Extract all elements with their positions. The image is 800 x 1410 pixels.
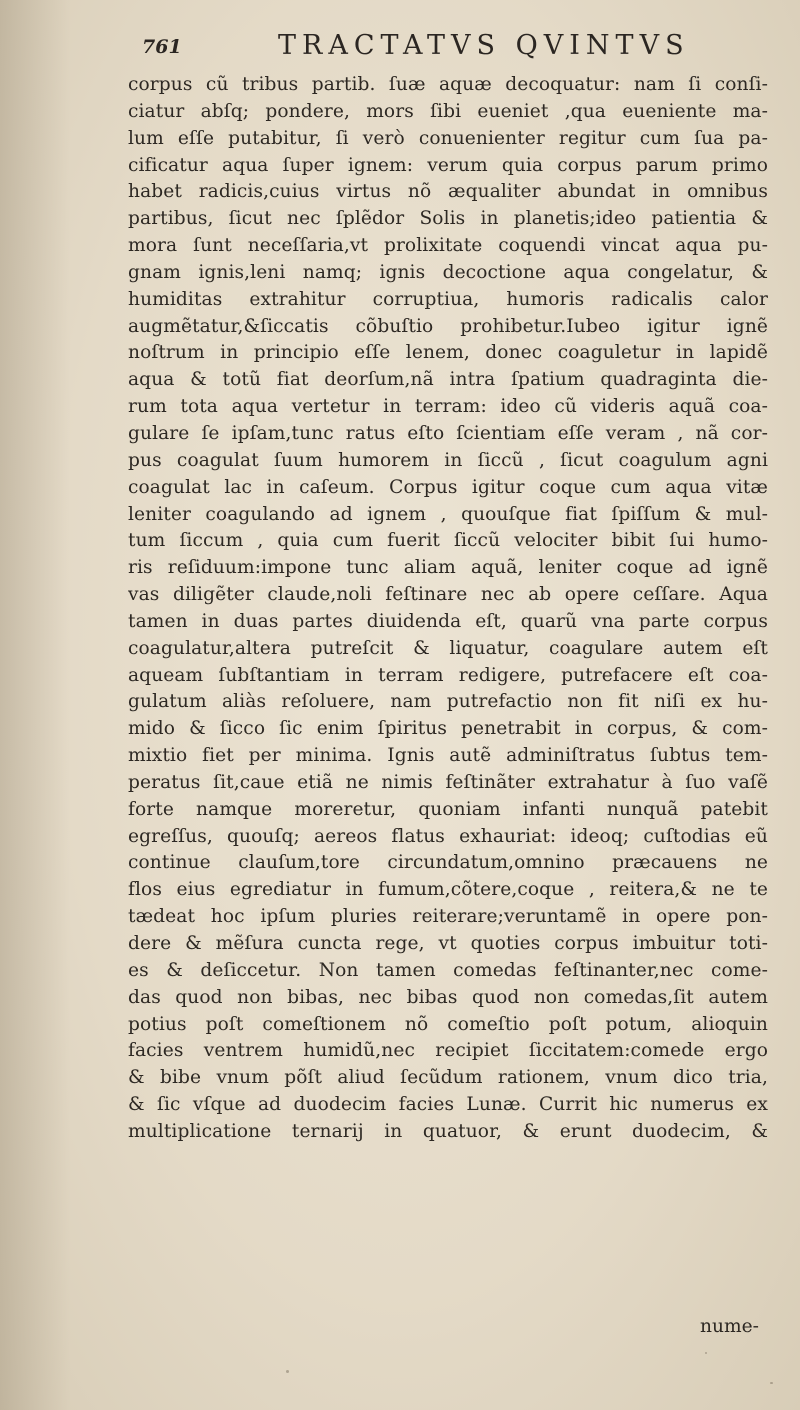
text-line: flos eius egrediatur in fumum,cõtere,coque , reitera,& ne te [128, 879, 768, 901]
text-line: partibus, ſicut nec ſplẽdor Solis in planetis;ideo patientia & [128, 208, 768, 230]
text-line: forte namque moreretur, quoniam infanti nunquã patebit [128, 798, 768, 820]
text-line: aqua & totũ fiat deorſum,nã intra ſpatium quadraginta die- [128, 369, 768, 391]
text-line: tamen in duas partes diuidenda eſt, quarũ vna parte corpus [128, 610, 768, 632]
running-title: TRACTATVS QVINTVS [278, 30, 690, 61]
text-line: tædeat hoc ipſum pluries reiterare;veruntamẽ in opere pon- [128, 906, 768, 928]
text-line: habet radicis,cuius virtus nõ æqualiter abundat in omnibus [128, 181, 768, 203]
text-line: aqueam ſubſtantiam in terram redigere, putrefacere eſt coa- [128, 664, 768, 686]
text-line: & ſic vſque ad duodecim facies Lunæ. Currit hic numerus ex [128, 1094, 768, 1116]
text-line: lum eſſe putabitur, ſi verò conuenienter regitur cum ſua pa- [128, 127, 768, 149]
text-line: mixtio fiet per minima. Ignis autẽ adminiſtratus ſubtus tem- [128, 745, 768, 767]
text-line: mora ſunt neceſſaria,vt prolixitate coquendi vincat aqua pu- [128, 235, 768, 257]
text-line: es & deſiccetur. Non tamen comedas feſtinanter,nec come- [128, 959, 768, 981]
text-line: ciatur abſq; pondere, mors ſibi eueniet ,qua eueniente ma- [128, 100, 768, 122]
text-line: gulatum aliàs reſoluere, nam putrefactio non fit niſi ex hu- [128, 691, 768, 713]
text-line: cificatur aqua ſuper ignem: verum quia corpus parum primo [128, 154, 768, 176]
text-line: dere & mẽſura cuncta rege, vt quoties corpus imbuitur toti- [128, 933, 768, 954]
text-line: egreſſus, quouſq; aereos flatus exhauriat: ideoq; cuſtodias eũ [128, 825, 768, 847]
text-line: augmẽtatur,&ſiccatis cõbuſtio prohibetur.Iubeo igitur ignẽ [128, 315, 768, 337]
text-line: coagulat lac in caſeum. Corpus igitur coque cum aqua vitæ [128, 476, 768, 498]
text-line: pus coagulat ſuum humorem in ſiccũ , ſicut coagulum agni [128, 449, 768, 471]
text-line: potius poſt comeſtionem nõ comeſtio poſt potum, alioquin [128, 1013, 768, 1035]
text-line: & bibe vnum põſt aliud ſecũdum rationem, vnum dico tria, [128, 1067, 768, 1089]
text-line: rum tota aqua vertetur in terram: ideo cũ videris aquã coa- [128, 396, 768, 418]
text-line: peratus ſit,caue etiã ne nimis feſtinãter extrahatur à ſuo vaſẽ [128, 771, 768, 793]
body-text [128, 72, 768, 1146]
page-header [118, 28, 758, 68]
text-line: noſtrum in principio eſſe lenem, donec coaguletur in lapidẽ [128, 342, 768, 364]
text-line: corpus cũ tribus partib. ſuæ aquæ decoquatur: nam ſi conſi- [128, 74, 768, 95]
text-line: vas diligẽter claude,noli feſtinare nec ab opere ceſſare. Aqua [128, 584, 768, 606]
text-line: multiplicatione ternarij in quatuor, & erunt duodecim, & [128, 1120, 768, 1142]
text-line: humiditas extrahitur corruptiua, humoris radicalis calor [128, 288, 768, 310]
text-line: facies ventrem humidũ,nec recipiet ſiccitatem:comede ergo [128, 1040, 768, 1062]
text-line: das quod non bibas, nec bibas quod non comedas,ſit autem [128, 986, 768, 1008]
text-line: gulare ſe ipſam,tunc ratus eſto ſcientiam eſſe veram , nã cor- [128, 422, 768, 444]
catchword: nume- [700, 1316, 759, 1337]
paper-speck [286, 1370, 289, 1373]
text-line: gnam ignis,leni namq; ignis decoctione aqua congelatur, & [128, 261, 768, 283]
text-line: leniter coagulando ad ignem , quouſque fiat ſpiſſum & mul- [128, 503, 768, 525]
text-line: tum ſiccum , quia cum fuerit ſiccũ velociter bibit ſui humo- [128, 530, 768, 552]
text-line: ris reſiduum:impone tunc aliam aquã, leniter coque ad ignẽ [128, 557, 768, 579]
text-line: continue clauſum,tore circundatum,omnino præcauens ne [128, 852, 768, 874]
paper-speck [705, 1352, 707, 1354]
page-number: 761 [142, 36, 182, 58]
gutter-shadow [0, 0, 70, 1410]
paper-speck [770, 1382, 773, 1384]
text-line: mido & ſicco ſic enim ſpiritus penetrabit in corpus, & com- [128, 718, 768, 740]
text-line: coagulatur,altera putreſcit & liquatur, coagulare autem eſt [128, 637, 768, 659]
